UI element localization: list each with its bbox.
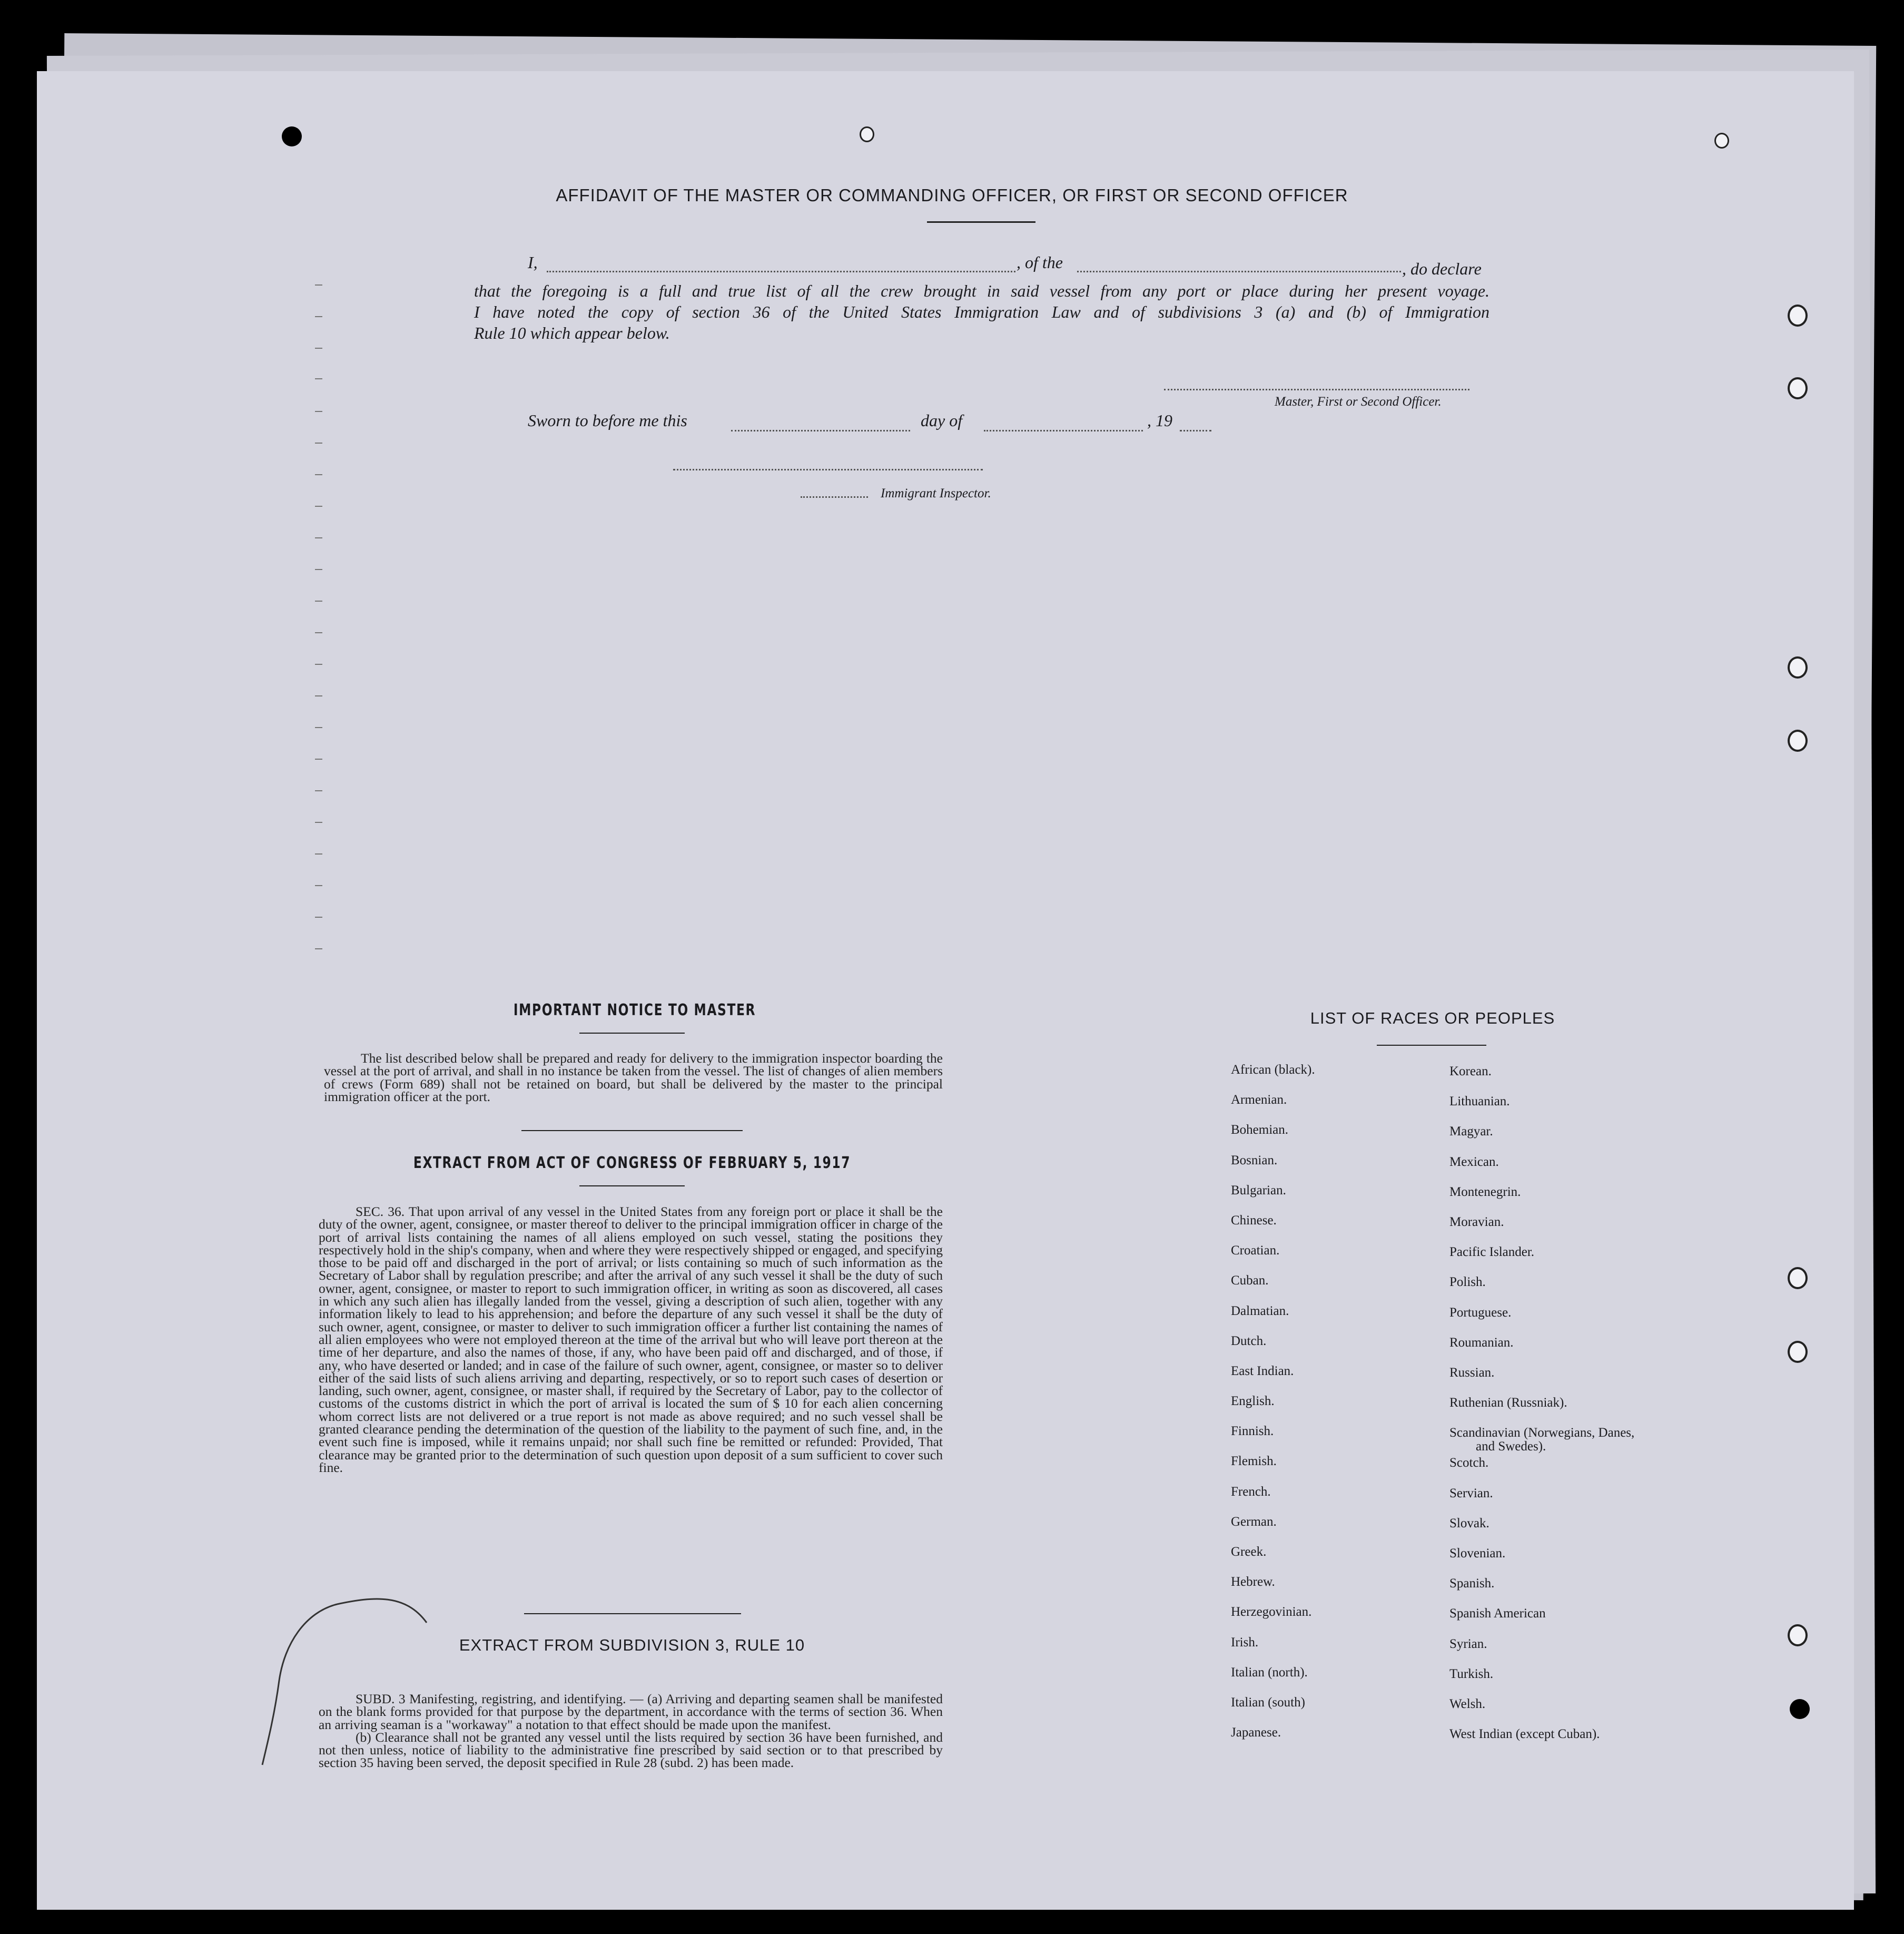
affidavit-text <box>474 280 1489 343</box>
affiant-label: I, <box>528 253 538 272</box>
section-rule <box>524 1613 741 1614</box>
master-signature-field[interactable] <box>1164 389 1469 390</box>
punch-hole-icon <box>1790 1699 1810 1719</box>
punch-hole-icon <box>1788 1267 1808 1289</box>
day-of-label: day of <box>921 411 963 430</box>
race-item: Portuguese. <box>1449 1305 1512 1320</box>
master-caption: Master, First or Second Officer. <box>1275 395 1442 409</box>
race-item: Mexican. <box>1449 1154 1499 1169</box>
race-item: Finnish. <box>1231 1424 1274 1439</box>
notice-text <box>324 1052 943 1103</box>
inspector-caption: Immigrant Inspector. <box>881 486 991 500</box>
section-rule <box>521 1130 743 1131</box>
punch-hole-icon <box>860 126 874 142</box>
race-item: Korean. <box>1449 1064 1492 1078</box>
race-item: Italian (north). <box>1231 1665 1308 1680</box>
race-item: Roumanian. <box>1449 1335 1514 1350</box>
race-item: English. <box>1231 1394 1275 1409</box>
race-item: Japanese. <box>1231 1725 1281 1740</box>
race-item: Bosnian. <box>1231 1153 1278 1167</box>
race-item: Italian (south) <box>1231 1695 1305 1710</box>
races-column-2 <box>1449 1065 1655 1758</box>
punch-hole-icon <box>282 126 302 146</box>
vessel-name-field[interactable] <box>1077 271 1401 272</box>
punch-hole-icon <box>1714 133 1729 149</box>
affidavit-title: AFFIDAVIT OF THE MASTER OR COMMANDING OFFICER, OR FIRST OR SECOND OFFICER <box>556 185 1348 205</box>
race-item: Scandinavian (Norwegians, Danes, and Swedes). <box>1449 1426 1635 1454</box>
race-item: Slovak. <box>1449 1516 1489 1530</box>
race-item: Pacific Islander. <box>1449 1245 1535 1260</box>
affidavit-line: Rule 10 which appear below. <box>474 323 670 342</box>
race-item: East Indian. <box>1231 1363 1294 1378</box>
sworn-label: Sworn to before me this <box>528 411 687 430</box>
act-extract-text <box>319 1205 943 1474</box>
race-item: Croatian. <box>1231 1243 1280 1258</box>
section-rule <box>579 1033 685 1034</box>
race-item: West Indian (except Cuban). <box>1449 1727 1600 1742</box>
rule-paragraph-a: SUBD. 3 Manifesting, registring, and identifying. — (a) Arriving and departing seamen shall be manifested on the blank forms provided for that purpose by the department, in accordance with the terms of section 36. When an arriving seaman is a "workaway" a notation to that effect should be made upon the manifest. <box>319 1691 943 1732</box>
race-item: Servian. <box>1449 1486 1493 1500</box>
notice-title: IMPORTANT NOTICE TO MASTER <box>513 1001 756 1019</box>
rule-extract-title: EXTRACT FROM SUBDIVISION 3, RULE 10 <box>459 1636 805 1654</box>
race-item: Greek. <box>1231 1545 1267 1559</box>
race-item: Turkish. <box>1449 1666 1494 1681</box>
race-item: Ruthenian (Russniak). <box>1449 1396 1567 1410</box>
race-item: Slovenian. <box>1449 1546 1506 1560</box>
race-item: Polish. <box>1449 1275 1486 1290</box>
punch-hole-icon <box>1788 1624 1808 1646</box>
punch-hole-icon <box>1788 1341 1808 1363</box>
affidavit-line: I have noted the copy of section 36 of the United States Immigration Law and of subdivisions 3 (a) and (b) of Immigration <box>474 302 1489 321</box>
title-underline <box>927 221 1035 223</box>
race-item: Dalmatian. <box>1231 1303 1289 1318</box>
race-item: Cuban. <box>1231 1273 1269 1288</box>
race-item: Montenegrin. <box>1449 1184 1521 1199</box>
punch-hole-icon <box>1788 656 1808 679</box>
race-item: Irish. <box>1231 1635 1259 1650</box>
race-item: Bulgarian. <box>1231 1183 1286 1197</box>
sworn-day-field[interactable] <box>731 430 910 431</box>
punch-hole-icon <box>1788 377 1808 399</box>
punch-hole-icon <box>1788 305 1808 327</box>
inspector-signature-field[interactable] <box>673 469 983 470</box>
inspector-dots <box>801 496 868 498</box>
race-item: Moravian. <box>1449 1214 1504 1229</box>
race-item: Chinese. <box>1231 1213 1277 1228</box>
race-item: African (black). <box>1231 1063 1315 1077</box>
race-item: Bohemian. <box>1231 1123 1289 1137</box>
act-paragraph: SEC. 36. That upon arrival of any vessel in the United States from any foreign port or place it shall be the duty of the owner, agent, consignee, or master thereof to deliver to the principal immigration officer in charge of the port of arrival lists containing the names of all aliens employed on such vessel, stating the positions they respectively hold in the ship's company, when and where they were respectively shipped or engaged, and specifying those to be paid off and discharged in the port of arrival; or lists containing so much of such information as the Secretary of Labor shall by regulation prescribe; and after the arrival of any such vessel it shall be the duty of such owner, agent, consignee, or master to report to such immigration officer, in writing as soon as discovered, all cases in which any such alien has illegally landed from the vessel, giving a description of such alien, together with any information likely to lead to his apprehension; and before the departure of any such vessel it shall be the duty of such owner, agent, consignee, or master to deliver to such immigration officer a further list containing the names of all alien employees who were not employed thereon at the time of the arrival but who will leave port thereon at the time of her departure, and also the names of those, if any, who have been paid off and discharged, and of those, if any, who have deserted or landed; and in case of the failure of such owner, agent, consignee, or master so to deliver either of the said lists of such aliens arriving and departing, respectively, or so to report such cases of desertion or landing, such owner, agent, consignee, or master shall, if required by the Secretary of Labor, pay to the collector of customs of the customs district in which the port of arrival is located the sum of $ 10 for each alien concerning whom correct lists are not delivered or a true report is not made as above required; and no such vessel shall be granted clearance pending the determination of the question of the liability to the payment of such fine, and, in the event such fine is imposed, while it remains unpaid; nor shall such fine be remitted or refunded: Provided, That clearance may be granted prior to the determination of such question upon deposit of a sum sufficient to cover such fine. <box>319 1204 943 1475</box>
punch-hole-icon <box>1788 730 1808 752</box>
affidavit-line: that the foregoing is a full and true list of all the crew brought in said vessel from any port or place during her present voyage. <box>474 281 1489 300</box>
race-item: Russian. <box>1449 1365 1495 1380</box>
race-item: Armenian. <box>1231 1093 1287 1107</box>
race-item: Dutch. <box>1231 1333 1267 1348</box>
race-item: Syrian. <box>1449 1636 1487 1651</box>
race-item: Scotch. <box>1449 1456 1489 1470</box>
race-item: French. <box>1231 1484 1271 1499</box>
rule-paragraph-b: (b) Clearance shall not be granted any vessel until the lists required by section 36 have been furnished, and not then unless, notice of liability to the administrative fine prescribed by said section or to that prescribed by section 35 having been served, the deposit specified in Rule 28 (subd. 2) has been made. <box>319 1729 943 1771</box>
year-label: , 19 <box>1147 411 1172 430</box>
race-item: Magyar. <box>1449 1124 1493 1139</box>
race-item: German. <box>1231 1514 1277 1529</box>
race-item: Hebrew. <box>1231 1575 1275 1589</box>
declare-label: , do declare <box>1402 259 1482 278</box>
race-item: Spanish American <box>1449 1606 1546 1621</box>
notice-paragraph: The list described below shall be prepared and ready for delivery to the immigration inspector boarding the vessel at the port of arrival, and shall in no instance be taken from the vessel. The list of changes of alien members of crews (Form 689) shall not be retained on board, but shall be delivered by the master to the principal immigration officer at the port. <box>324 1051 943 1104</box>
race-item: Spanish. <box>1449 1576 1495 1591</box>
vessel-label: , of the <box>1017 253 1063 272</box>
section-rule <box>1377 1045 1486 1046</box>
race-item: Welsh. <box>1449 1696 1486 1711</box>
sworn-month-field[interactable] <box>984 430 1143 431</box>
races-column-1 <box>1231 1063 1315 1756</box>
race-item: Lithuanian. <box>1449 1094 1510 1109</box>
section-rule <box>579 1185 685 1186</box>
race-item: Flemish. <box>1231 1454 1277 1469</box>
affiant-name-field[interactable] <box>547 271 1015 272</box>
race-item: Herzegovinian. <box>1231 1605 1312 1619</box>
races-title: LIST OF RACES OR PEOPLES <box>1310 1009 1555 1027</box>
sworn-year-field[interactable] <box>1180 430 1211 431</box>
act-extract-title: EXTRACT FROM ACT OF CONGRESS OF FEBRUARY 5, 1917 <box>413 1154 851 1172</box>
handwritten-stroke <box>248 1580 458 1770</box>
